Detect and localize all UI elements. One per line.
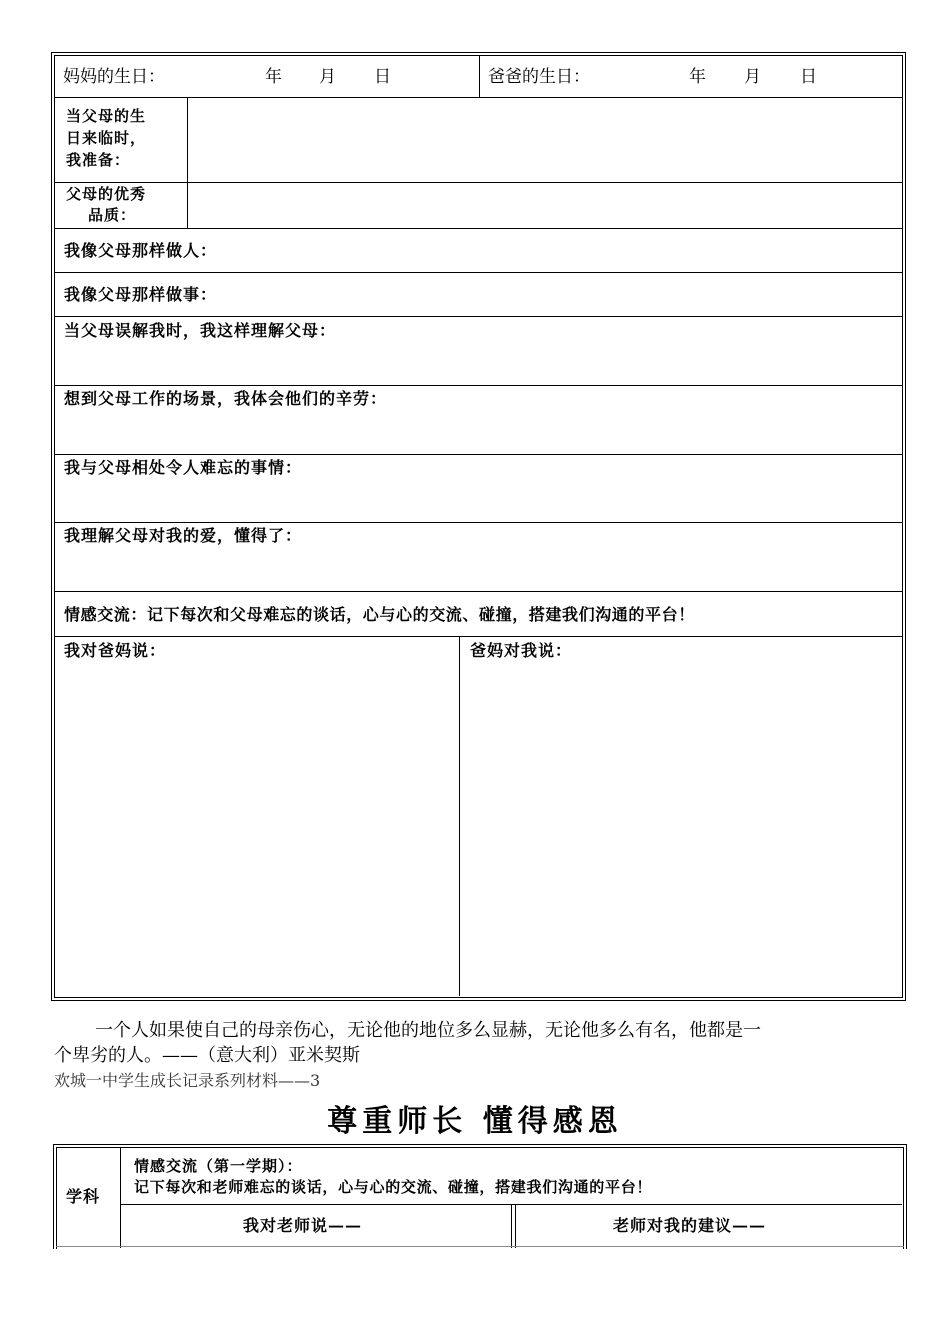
row-divider: [54, 97, 903, 98]
row-divider: [54, 385, 903, 386]
birthday-prepare-label-line1: 当父母的生: [66, 107, 147, 125]
qualities-field[interactable]: [190, 185, 898, 225]
row-divider: [54, 272, 903, 273]
teacher-table-bottom-edge: [56, 1246, 904, 1247]
dad-birthday-input[interactable]: [605, 60, 895, 94]
birthday-prepare-label-line2: 日来临时，: [66, 129, 147, 147]
mom-birthday-day: 日: [374, 67, 391, 87]
qualities-label-line1: 父母的优秀: [66, 185, 147, 203]
birthday-prepare-label-line3: 我准备：: [66, 151, 131, 169]
teacher-exchange-heading: 情感交流（第一学期）：: [134, 1157, 303, 1175]
birthday-prepare-field[interactable]: [190, 100, 898, 179]
parents-say-to-me-field[interactable]: [463, 664, 898, 992]
col-divider: [187, 97, 188, 228]
teacher-advice-label: 老师对我的建议——: [613, 1216, 767, 1235]
section-title: 尊重师长 懂得感恩: [327, 1104, 623, 1139]
dad-birthday-month: 月: [744, 67, 761, 87]
row-divider: [54, 316, 903, 317]
like-parents-work-label: 我像父母那样做事：: [64, 285, 218, 304]
work-scene-field[interactable]: [58, 412, 898, 451]
mom-birthday-label: 妈妈的生日：: [63, 67, 165, 87]
mom-birthday-year: 年: [265, 67, 282, 87]
understand-love-field[interactable]: [58, 549, 898, 588]
i-say-to-teacher-label: 我对老师说——: [243, 1216, 363, 1235]
teacher-table-col-divider: [120, 1147, 121, 1248]
col-divider: [479, 55, 480, 97]
teacher-exchange-instruction: 记下每次和老师难忘的谈话，心与心的交流、碰撞，搭建我们沟通的平台！: [134, 1178, 653, 1196]
like-parents-work-field[interactable]: [260, 276, 898, 313]
emotional-exchange-heading: 情感交流：记下每次和父母难忘的谈话，心与心的交流、碰撞，搭建我们沟通的平台！: [64, 605, 695, 624]
row-divider: [54, 228, 903, 229]
misunderstood-field[interactable]: [58, 344, 898, 382]
quote-line-1: 一个人如果使自己的母亲伤心，无论他的地位多么显赫，无论他多么有名，他都是一: [95, 1020, 761, 1041]
i-say-to-parents-field[interactable]: [58, 664, 456, 992]
teacher-table-mid-divider: [511, 1205, 516, 1248]
row-divider: [54, 591, 903, 592]
row-divider: [54, 636, 903, 637]
row-divider: [54, 182, 903, 183]
mom-birthday-input[interactable]: [180, 60, 470, 94]
quote-line-2: 个卑劣的人。——（意大利）亚米契斯: [54, 1045, 360, 1066]
understand-love-label: 我理解父母对我的爱，懂得了：: [64, 526, 303, 545]
like-parents-person-label: 我像父母那样做人：: [64, 241, 218, 260]
memorable-label: 我与父母相处令人难忘的事情：: [64, 458, 303, 477]
parents-say-to-me-label: 爸妈对我说：: [470, 641, 573, 660]
teacher-advice-field[interactable]: [517, 1207, 900, 1245]
row-divider: [54, 522, 903, 523]
col-divider: [459, 636, 460, 996]
subject-label: 学科: [66, 1187, 101, 1206]
dad-birthday-label: 爸爸的生日：: [488, 67, 590, 87]
i-say-to-parents-label: 我对爸妈说：: [64, 641, 167, 660]
dad-birthday-day: 日: [800, 67, 817, 87]
memorable-field[interactable]: [58, 481, 898, 519]
misunderstood-label: 当父母误解我时，我这样理解父母：: [64, 321, 337, 340]
qualities-label-line2: 品质：: [88, 206, 137, 224]
series-caption: 欢城一中学生成长记录系列材料——3: [54, 1071, 321, 1090]
i-say-to-teacher-field[interactable]: [123, 1207, 509, 1245]
row-divider: [54, 454, 903, 455]
dad-birthday-year: 年: [689, 67, 706, 87]
work-scene-label: 想到父母工作的场景，我体会他们的辛劳：: [64, 389, 388, 408]
like-parents-person-field[interactable]: [260, 232, 898, 269]
mom-birthday-month: 月: [319, 67, 336, 87]
